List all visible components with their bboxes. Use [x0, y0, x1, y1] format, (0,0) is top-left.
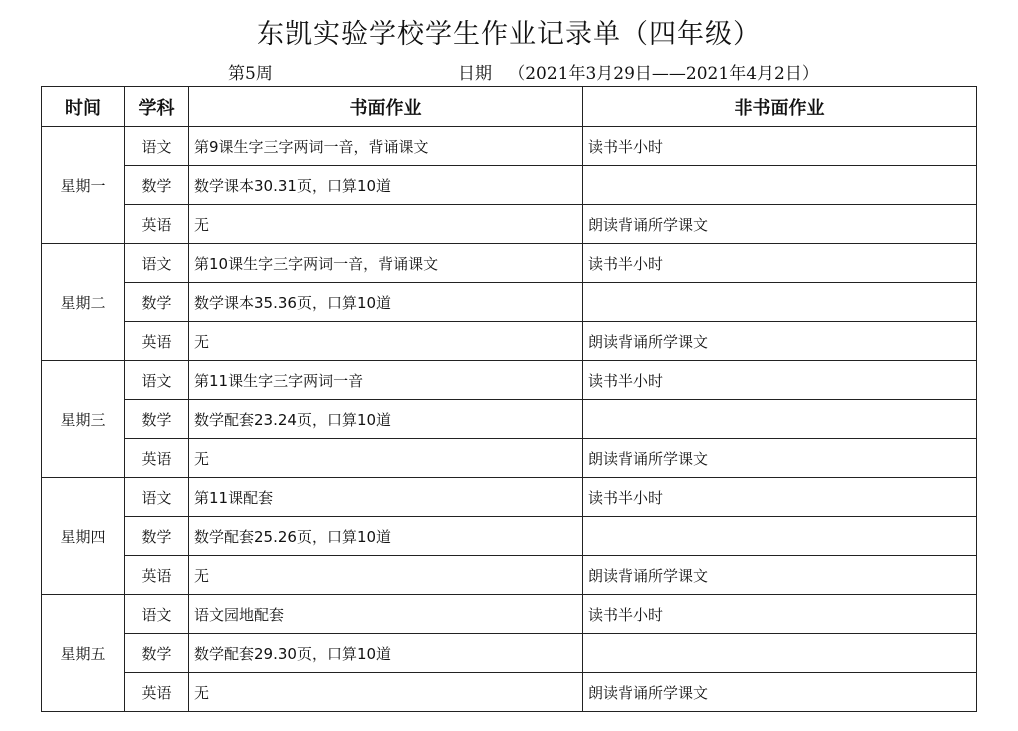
subject-cell: 语文	[125, 244, 189, 283]
written-homework-cell: 无	[189, 556, 583, 595]
subject-cell: 英语	[125, 439, 189, 478]
non-written-homework-cell	[583, 634, 977, 673]
non-written-homework-cell	[583, 517, 977, 556]
subject-cell: 语文	[125, 361, 189, 400]
day-cell: 星期一	[42, 127, 125, 244]
day-cell: 星期四	[42, 478, 125, 595]
non-written-homework-cell: 朗读背诵所学课文	[583, 673, 977, 712]
subject-cell: 数学	[125, 400, 189, 439]
written-homework-cell: 无	[189, 673, 583, 712]
written-homework-cell: 第9课生字三字两词一音，背诵课文	[189, 127, 583, 166]
subject-cell: 英语	[125, 205, 189, 244]
table-row	[42, 127, 977, 166]
subject-cell: 数学	[125, 634, 189, 673]
table-row	[42, 244, 977, 283]
non-written-homework-cell: 读书半小时	[583, 478, 977, 517]
subject-cell: 数学	[125, 283, 189, 322]
day-cell: 星期三	[42, 361, 125, 478]
table-row	[42, 673, 977, 712]
subject-cell: 英语	[125, 322, 189, 361]
non-written-homework-cell: 朗读背诵所学课文	[583, 322, 977, 361]
table-row	[42, 361, 977, 400]
table-row	[42, 517, 977, 556]
written-homework-cell: 数学课本35.36页，口算10道	[189, 283, 583, 322]
table-row	[42, 400, 977, 439]
written-homework-cell: 无	[189, 322, 583, 361]
table-row	[42, 283, 977, 322]
date-range: （2021年3月29日——2021年4月2日）	[508, 64, 819, 84]
column-header-time: 时间	[42, 87, 125, 127]
non-written-homework-cell: 朗读背诵所学课文	[583, 556, 977, 595]
written-homework-cell: 数学配套23.24页，口算10道	[189, 400, 583, 439]
subject-cell: 英语	[125, 673, 189, 712]
written-homework-cell: 无	[189, 439, 583, 478]
table-row	[42, 166, 977, 205]
non-written-homework-cell: 读书半小时	[583, 361, 977, 400]
table-row	[42, 205, 977, 244]
subject-cell: 数学	[125, 517, 189, 556]
non-written-homework-cell	[583, 166, 977, 205]
subject-cell: 英语	[125, 556, 189, 595]
subject-cell: 语文	[125, 127, 189, 166]
date-label: 日期	[458, 64, 492, 84]
subject-cell: 语文	[125, 595, 189, 634]
subject-cell: 语文	[125, 478, 189, 517]
document-title: 东凯实验学校学生作业记录单（四年级）	[257, 19, 761, 50]
written-homework-cell: 数学配套25.26页，口算10道	[189, 517, 583, 556]
column-header-non-written-homework: 非书面作业	[583, 87, 977, 127]
date-range-line	[458, 59, 819, 84]
table-row	[42, 439, 977, 478]
written-homework-cell: 数学配套29.30页，口算10道	[189, 634, 583, 673]
table-row	[42, 634, 977, 673]
table-row	[42, 478, 977, 517]
written-homework-cell: 第10课生字三字两词一音，背诵课文	[189, 244, 583, 283]
column-header-subject: 学科	[125, 87, 189, 127]
written-homework-cell: 第11课生字三字两词一音	[189, 361, 583, 400]
written-homework-cell: 语文园地配套	[189, 595, 583, 634]
subject-cell: 数学	[125, 166, 189, 205]
non-written-homework-cell: 读书半小时	[583, 595, 977, 634]
written-homework-cell: 数学课本30.31页，口算10道	[189, 166, 583, 205]
non-written-homework-cell	[583, 283, 977, 322]
non-written-homework-cell	[583, 400, 977, 439]
table-row	[42, 595, 977, 634]
table-row	[42, 322, 977, 361]
written-homework-cell: 第11课配套	[189, 478, 583, 517]
header-row	[42, 87, 977, 127]
table-row	[42, 556, 977, 595]
week-number: 第5周	[228, 64, 273, 84]
written-homework-cell: 无	[189, 205, 583, 244]
non-written-homework-cell: 朗读背诵所学课文	[583, 205, 977, 244]
non-written-homework-cell: 读书半小时	[583, 127, 977, 166]
column-header-written-homework: 书面作业	[189, 87, 583, 127]
day-cell: 星期二	[42, 244, 125, 361]
day-cell: 星期五	[42, 595, 125, 712]
non-written-homework-cell: 读书半小时	[583, 244, 977, 283]
non-written-homework-cell: 朗读背诵所学课文	[583, 439, 977, 478]
homework-table	[41, 86, 977, 712]
